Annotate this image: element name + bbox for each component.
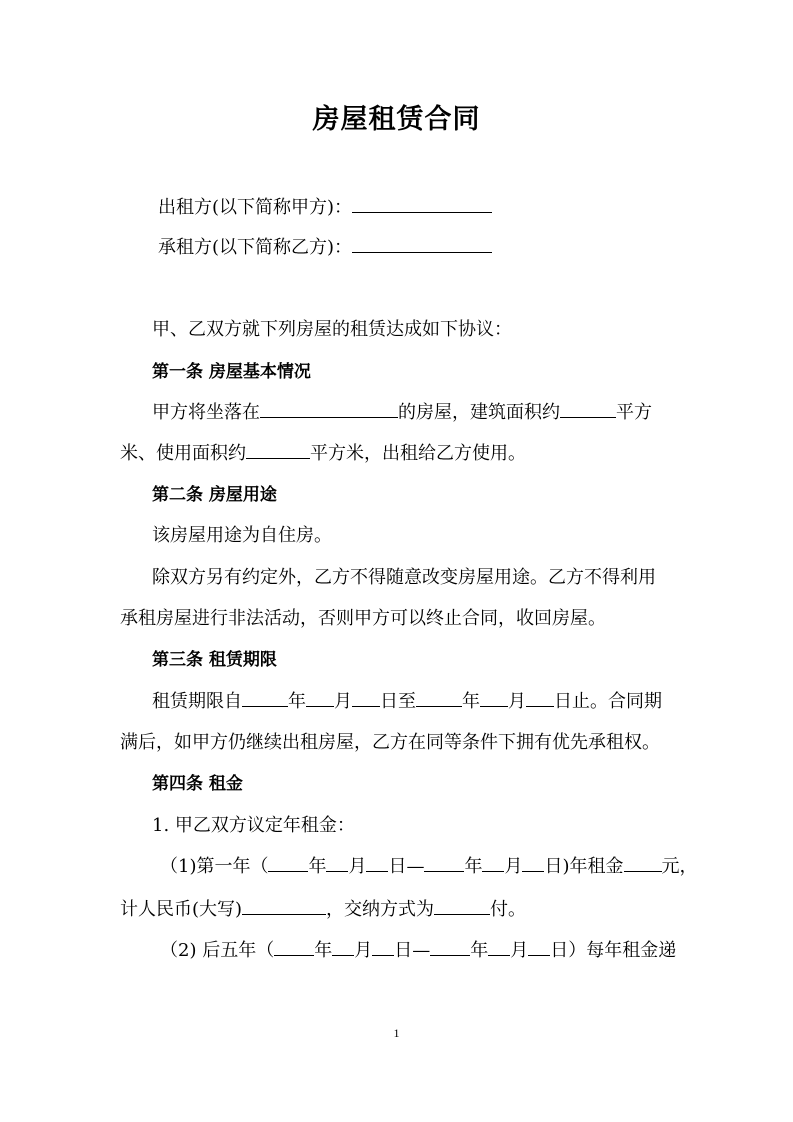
later-start-year-blank[interactable]: [274, 937, 314, 956]
party-b-label: 承租方(以下简称乙方)：: [158, 237, 353, 258]
text: 日止。合同期: [554, 691, 662, 712]
later-start-day-blank[interactable]: [372, 937, 394, 956]
article-3-line-1: [152, 688, 712, 716]
year1-start-year-blank[interactable]: [268, 853, 308, 872]
text: 年: [462, 691, 480, 712]
start-day-blank[interactable]: [352, 688, 380, 707]
text: 月: [508, 691, 526, 712]
party-a-line: [158, 194, 718, 222]
text: （1)第一年（: [160, 856, 269, 877]
article-4-sub-1-line-1: [160, 853, 720, 881]
text: 月: [504, 856, 523, 877]
year1-start-day-blank[interactable]: [366, 853, 388, 872]
text: 计人民币(大写): [120, 899, 243, 920]
year1-end-year-blank[interactable]: [424, 853, 464, 872]
document-title: 房屋租赁合同: [312, 104, 481, 135]
payment-method-blank[interactable]: [434, 896, 490, 915]
article-2-paragraph-2-line-2: 承租房屋进行非法活动，否则甲方可以终止合同，收回房屋。: [120, 608, 606, 629]
party-b-line: [158, 234, 718, 262]
text: 平方米，出租给乙方使用。: [310, 443, 526, 464]
year1-end-month-blank[interactable]: [482, 853, 504, 872]
text: 月: [348, 856, 367, 877]
text: 平方: [616, 402, 652, 423]
year1-end-day-blank[interactable]: [522, 853, 544, 872]
text: 付。: [490, 899, 527, 920]
text: 的房屋，建筑面积约: [398, 402, 560, 423]
article-2-paragraph-2-line-1: 除双方另有约定外，乙方不得随意改变房屋用途。乙方不得利用: [152, 567, 656, 588]
page-number: 1: [393, 1026, 400, 1040]
text: 日—: [394, 940, 431, 961]
end-year-blank[interactable]: [416, 688, 462, 707]
article-4-heading: 第四条 租金: [152, 774, 243, 794]
text: 元，: [661, 856, 698, 877]
text: 米、使用面积约: [120, 443, 246, 464]
text: 月: [354, 940, 373, 961]
usable-area-blank[interactable]: [246, 440, 310, 459]
later-end-day-blank[interactable]: [528, 937, 550, 956]
start-year-blank[interactable]: [242, 688, 288, 707]
party-a-label: 出租方(以下简称甲方)：: [158, 197, 353, 218]
text: 年: [308, 856, 327, 877]
address-blank[interactable]: [260, 399, 398, 418]
text: 日至: [380, 691, 416, 712]
text: 月: [510, 940, 529, 961]
text: 年: [470, 940, 489, 961]
text: 年: [288, 691, 306, 712]
later-end-month-blank[interactable]: [488, 937, 510, 956]
intro-paragraph: 甲、乙双方就下列房屋的租赁达成如下协议：: [152, 319, 512, 340]
year1-rent-blank[interactable]: [624, 853, 662, 872]
text: 日)年租金: [544, 856, 624, 877]
later-start-month-blank[interactable]: [332, 937, 354, 956]
later-end-year-blank[interactable]: [430, 937, 470, 956]
rent-capital-blank[interactable]: [242, 896, 326, 915]
text: （2) 后五年（: [160, 940, 275, 961]
text: 甲方将坐落在: [152, 402, 260, 423]
article-3-line-2: 满后，如甲方仍继续出租房屋，乙方在同等条件下拥有优先承租权。: [120, 732, 660, 753]
party-a-blank[interactable]: [352, 194, 492, 213]
article-1-line-1: [152, 399, 712, 427]
year1-start-month-blank[interactable]: [326, 853, 348, 872]
article-2-paragraph-1: 该房屋用途为自住房。: [152, 525, 332, 546]
building-area-blank[interactable]: [560, 399, 616, 418]
text: 日—: [388, 856, 425, 877]
party-b-blank[interactable]: [352, 234, 492, 253]
text: 年: [464, 856, 483, 877]
text: ，交纳方式为: [326, 899, 435, 920]
text: 年: [314, 940, 333, 961]
text: 日）每年租金递: [550, 940, 677, 961]
end-day-blank[interactable]: [526, 688, 554, 707]
text: 租赁期限自: [152, 691, 242, 712]
article-4-sub-2-line-1: [160, 937, 720, 965]
article-4-item-1: 1. 甲乙双方议定年租金：: [152, 815, 355, 836]
article-1-line-2: [120, 440, 680, 468]
text: 月: [334, 691, 352, 712]
article-3-heading: 第三条 租赁期限: [152, 650, 277, 670]
article-4-sub-1-line-2: [120, 896, 680, 924]
article-2-heading: 第二条 房屋用途: [152, 485, 277, 505]
start-month-blank[interactable]: [306, 688, 334, 707]
article-1-heading: 第一条 房屋基本情况: [152, 362, 311, 382]
end-month-blank[interactable]: [480, 688, 508, 707]
